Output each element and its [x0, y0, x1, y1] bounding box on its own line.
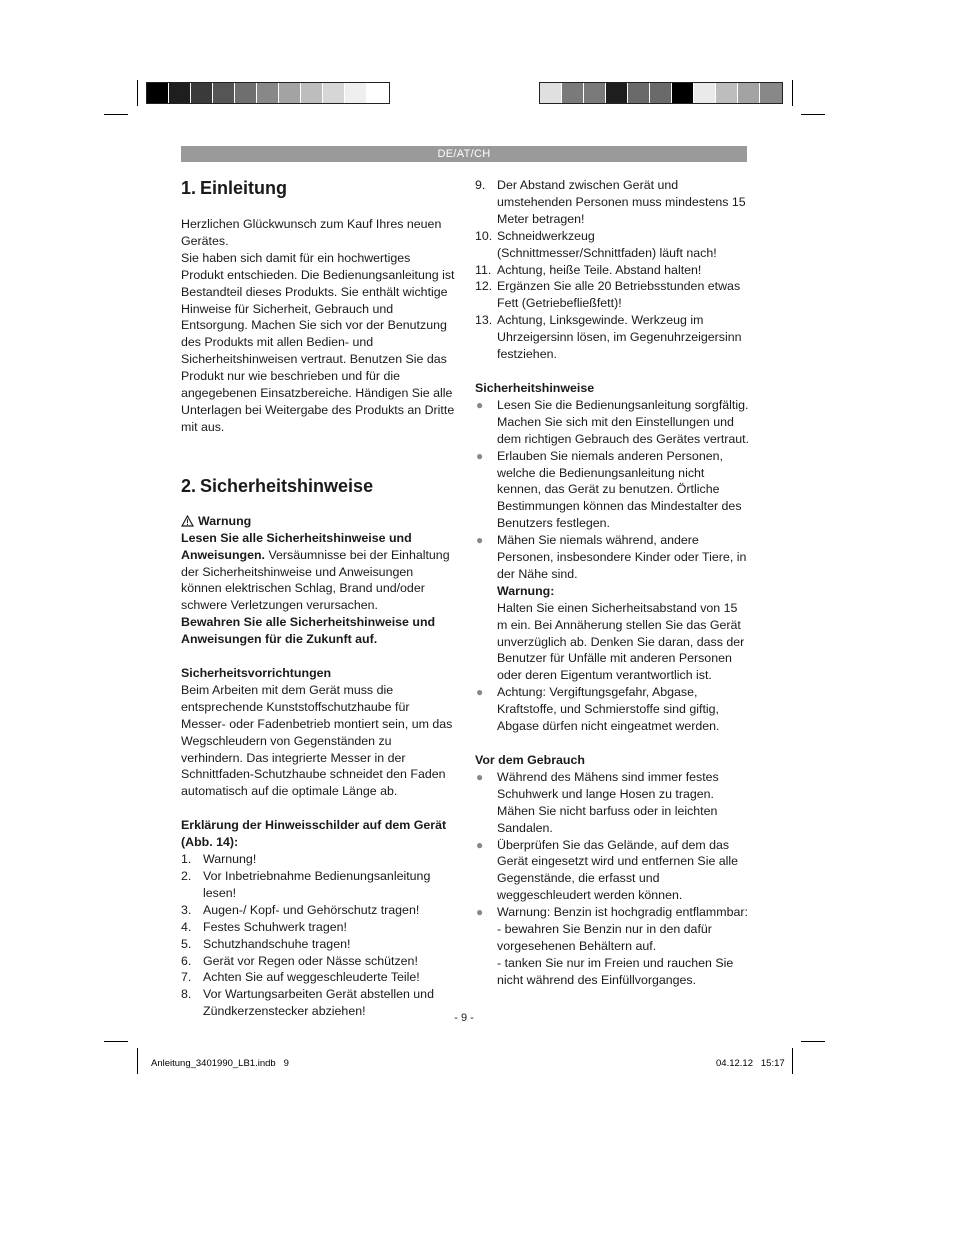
color-swatch — [367, 83, 389, 103]
warning-triangle-icon — [181, 515, 194, 527]
crop-mark — [137, 1048, 138, 1074]
safety-heading: Sicherheitshinweise — [475, 380, 595, 395]
color-swatch — [694, 83, 716, 103]
before-use-list — [475, 769, 750, 989]
before-use-heading: Vor dem Gebrauch — [475, 753, 585, 767]
list-item: 2. Vor Inbetriebnahme Bedienungsanleitung lesen! — [181, 869, 431, 900]
color-swatch — [323, 83, 345, 103]
page-number: - 9 - — [454, 1012, 474, 1024]
section-2-heading: 2. Sicherheitshinweise — [181, 475, 374, 496]
list-item: 1. Warnung! — [181, 852, 257, 867]
bullet-icon: ● — [476, 448, 484, 463]
list-item: 4. Festes Schuhwerk tragen! — [181, 919, 347, 934]
bullet-icon: ● — [476, 397, 484, 412]
list-item: 9. Der Abstand zwischen Gerät und umstehenden Personen muss mindestens 15 Meter betragen! — [475, 178, 746, 226]
right-column — [475, 177, 750, 989]
color-swatch — [279, 83, 301, 103]
list-item: 10. Schneidwerkzeug (Schnittmesser/Schnittfaden) läuft nach! — [475, 228, 717, 260]
crop-mark — [801, 114, 825, 115]
color-swatch — [257, 83, 279, 103]
list-item: ● Erlauben Sie niemals anderen Personen, welche die Bedienungsanleitung nicht kennen, das Gerät zu benutzen. Örtliche Bestimmungen können das Mindestalter des Benutzers festlegen. — [476, 448, 742, 531]
color-bar-right — [539, 82, 783, 104]
safety-devices-heading: Sicherheitsvorrichtungen — [181, 666, 332, 681]
color-swatch — [235, 83, 257, 103]
bullet-icon: ● — [476, 685, 484, 700]
list-item: 6. Gerät vor Regen oder Nässe schützen! — [181, 953, 418, 968]
intro-paragraph-2: Sie haben sich damit für ein hochwertiges Produkt entschieden. Die Bedienungsanleitung ist Bestandteil dieses Produkts. Sie enthält wichtige Hinweise für Sicherheit, Gebrauch und Entsorgung. Machen Sie sich vor der Benutzung des Produkts mit allen Bedien- und Sicherheitshinweisen vertraut. Benutzen Sie das Produkt nur wie beschrieben und für die angegebenen Einsatzbereiche. Händigen Sie alle Unterlagen bei Weitergabe des Produkts an Dritte mit aus. — [181, 250, 455, 434]
crop-mark — [104, 1041, 128, 1042]
color-swatch — [562, 83, 584, 103]
color-swatch — [345, 83, 367, 103]
safety-list — [475, 397, 750, 735]
color-swatch — [213, 83, 235, 103]
crop-mark — [137, 80, 138, 106]
signs-list-continued — [475, 177, 750, 363]
region-header: DE/AT/CH — [181, 146, 747, 162]
list-item: ● Achtung: Vergiftungsgefahr, Abgase, Kraftstoffe, und Schmierstoffe sind giftig, Abgase dürfen nicht eingeatmet werden. — [476, 685, 720, 734]
color-swatch — [716, 83, 738, 103]
safety-devices-text: Beim Arbeiten mit dem Gerät muss die entsprechende Kunststoffschutzhaube für Messer- oder Fadenbetrieb montiert sein, um das Wegschleudern von Gegenständen zu verhindern. Das integrierte Messer in der Schnittfaden-Schutzhaube schneidet den Faden automatisch auf die optimale Länge ab. — [181, 682, 453, 799]
list-item: 7. Achten Sie auf weggeschleuderte Teile! — [181, 970, 420, 985]
color-swatch — [738, 83, 760, 103]
intro-paragraph-1: Herzlichen Glückwunsch zum Kauf Ihres neuen Gerätes. — [181, 217, 442, 248]
signs-heading: Erklärung der Hinweisschilder auf dem Gerät (Abb. 14): — [181, 818, 447, 850]
safety-warning-text: Halten Sie einen Sicherheitsabstand von 15 m ein. Bei Annäherung stellen Sie das Gerät unverzüglich ab. Denken Sie daran, dass der Benutzer für Unfälle mit anderen Personen oder deren Eigentum verantwortlich ist. — [497, 600, 745, 683]
color-swatch — [301, 83, 323, 103]
color-swatch — [191, 83, 213, 103]
color-swatch — [147, 83, 169, 103]
list-item: 13. Achtung, Linksgewinde. Werkzeug im Uhrzeigersinn lösen, im Gegenuhrzeigersinn festziehen. — [475, 313, 742, 362]
crop-mark — [792, 80, 793, 106]
signs-list — [181, 851, 456, 1020]
color-swatch — [650, 83, 672, 103]
list-item: ● Warnung: Benzin ist hochgradig entflammbar: - bewahren Sie Benzin nur in den dafür vorgesehenen Behältern auf. - tanken Sie nur im Freien und rauchen Sie nicht während des Einfüllvorganges. — [475, 904, 750, 989]
list-item: 12. Ergänzen Sie alle 20 Betriebsstunden etwas Fett (Getriebefließfett)! — [475, 279, 741, 311]
color-swatch — [606, 83, 628, 103]
color-swatch — [584, 83, 606, 103]
left-column — [181, 177, 456, 1020]
warning-title: Warnung — [181, 513, 456, 530]
section-1-heading: 1. Einleitung — [181, 178, 288, 198]
list-item: ● Während des Mähens sind immer festes Schuhwerk und lange Hosen zu tragen. Mähen Sie nicht barfuss oder in leichten Sandalen. — [476, 769, 719, 835]
list-item: ● Mähen Sie niemals während, andere Personen, insbesondere Kinder oder Tiere, in der Nähe sind. Warnung: Halten Sie einen Sicherheitsabstand von 15 m ein. Bei Annäherung stellen Sie das Gerät unverzüglich ab. Denken Sie daran, dass der Benutzer für Unfälle mit anderen Personen oder deren Eigentum verantwortlich ist. — [475, 532, 750, 684]
list-item: 5. Schutzhandschuhe tragen! — [181, 936, 351, 951]
color-swatch — [760, 83, 782, 103]
fuel-line-3: - tanken Sie nur im Freien und rauchen Sie nicht während des Einfüllvorganges. — [497, 955, 734, 987]
crop-mark — [792, 1048, 793, 1074]
crop-mark — [801, 1041, 825, 1042]
color-swatch — [672, 83, 694, 103]
crop-mark — [104, 114, 128, 115]
safety-warning-label: Warnung: — [497, 583, 555, 598]
warning-keep-instructions: Bewahren Sie alle Sicherheitshinweise und Anweisungen für die Zukunft auf. — [181, 615, 436, 647]
list-item: ● Lesen Sie die Bedienungsanleitung sorgfältig. Machen Sie sich mit den Einstellungen und dem richtigen Gebrauch des Gerätes vertraut. — [476, 397, 750, 446]
warning-paragraph: Lesen Sie alle Sicherheitshinweise und Anweisungen. Versäumnisse bei der Einhaltung der Sicherheitshinweise und Anweisungen können elektrischen Schlag, Brand und/oder schwere Verletzungen verursachen. — [181, 530, 450, 613]
color-bar-left — [146, 82, 390, 104]
list-item: 8. Vor Wartungsarbeiten Gerät abstellen und Zündkerzenstecker abziehen! — [181, 987, 434, 1019]
list-item: 3. Augen-/ Kopf- und Gehörschutz tragen! — [181, 902, 420, 917]
bullet-icon: ● — [476, 905, 484, 920]
list-item: ● Überprüfen Sie das Gelände, auf dem das Gerät eingesetzt wird und entfernen Sie alle Gegenstände, die erfasst und weggeschleudert werden können. — [476, 837, 739, 903]
bullet-icon: ● — [476, 837, 484, 852]
bullet-icon: ● — [476, 769, 484, 784]
footer-filename: Anleitung_3401990_LB1.indb 9 — [151, 1058, 289, 1069]
footer-timestamp: 04.12.12 15:17 — [716, 1058, 785, 1069]
color-swatch — [540, 83, 562, 103]
color-swatch — [628, 83, 650, 103]
bullet-icon: ● — [476, 533, 484, 548]
list-item: 11. Achtung, heiße Teile. Abstand halten! — [475, 262, 702, 277]
color-swatch — [169, 83, 191, 103]
fuel-line-2: - bewahren Sie Benzin nur in den dafür vorgesehenen Behältern auf. — [497, 922, 712, 953]
